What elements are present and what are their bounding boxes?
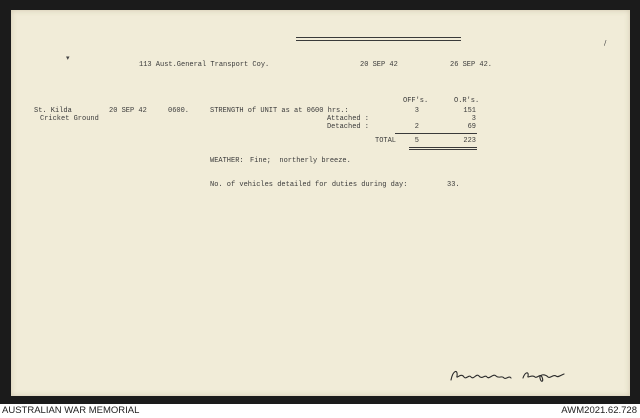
place-line-1: St. Kilda	[34, 107, 72, 115]
strength-officers: 3	[414, 107, 419, 115]
place-line-2: Cricket Ground	[40, 115, 99, 123]
strength-other-ranks: 151	[463, 107, 476, 115]
total-rule	[395, 133, 477, 134]
header-rule-top	[296, 37, 461, 38]
total-other-ranks: 223	[463, 137, 476, 145]
entry-date: 20 SEP 42	[109, 107, 147, 115]
date-to: 26 SEP 42.	[450, 61, 493, 69]
handwritten-signature	[449, 366, 571, 384]
header-rule-bottom	[296, 40, 461, 41]
detached-label: Detached :	[326, 123, 369, 131]
col-header-officers: OFF's.	[403, 97, 429, 105]
weather-label: WEATHER:	[210, 157, 244, 165]
vehicles-value: 33.	[447, 181, 460, 189]
unit-name: 113 Aust.General Transport Coy.	[139, 61, 270, 69]
total-double-rule-1	[409, 147, 477, 148]
attached-label: Attached :	[326, 115, 369, 123]
detached-other-ranks: 69	[467, 123, 476, 131]
date-from: 20 SEP 42	[360, 61, 398, 69]
total-label: TOTAL	[375, 137, 397, 145]
hole-punch-mark: ▾	[66, 54, 70, 62]
entry-time: 0600.	[168, 107, 190, 115]
col-header-other-ranks: O.R's.	[454, 97, 480, 105]
stray-mark: /	[604, 39, 607, 47]
total-double-rule-2	[409, 149, 477, 150]
footer-reference: AWM2021.62.728	[561, 405, 637, 416]
weather-text: Fine; northerly breeze.	[250, 157, 351, 165]
total-officers: 5	[414, 137, 419, 145]
vehicles-label: No. of vehicles detailed for duties during day:	[210, 181, 408, 189]
strength-label: STRENGTH of UNIT as at 0600 hrs.:	[210, 107, 349, 115]
detached-officers: 2	[414, 123, 419, 131]
attached-other-ranks: 3	[471, 115, 476, 123]
document-page	[11, 10, 630, 396]
footer-institution: AUSTRALIAN WAR MEMORIAL	[2, 405, 140, 416]
